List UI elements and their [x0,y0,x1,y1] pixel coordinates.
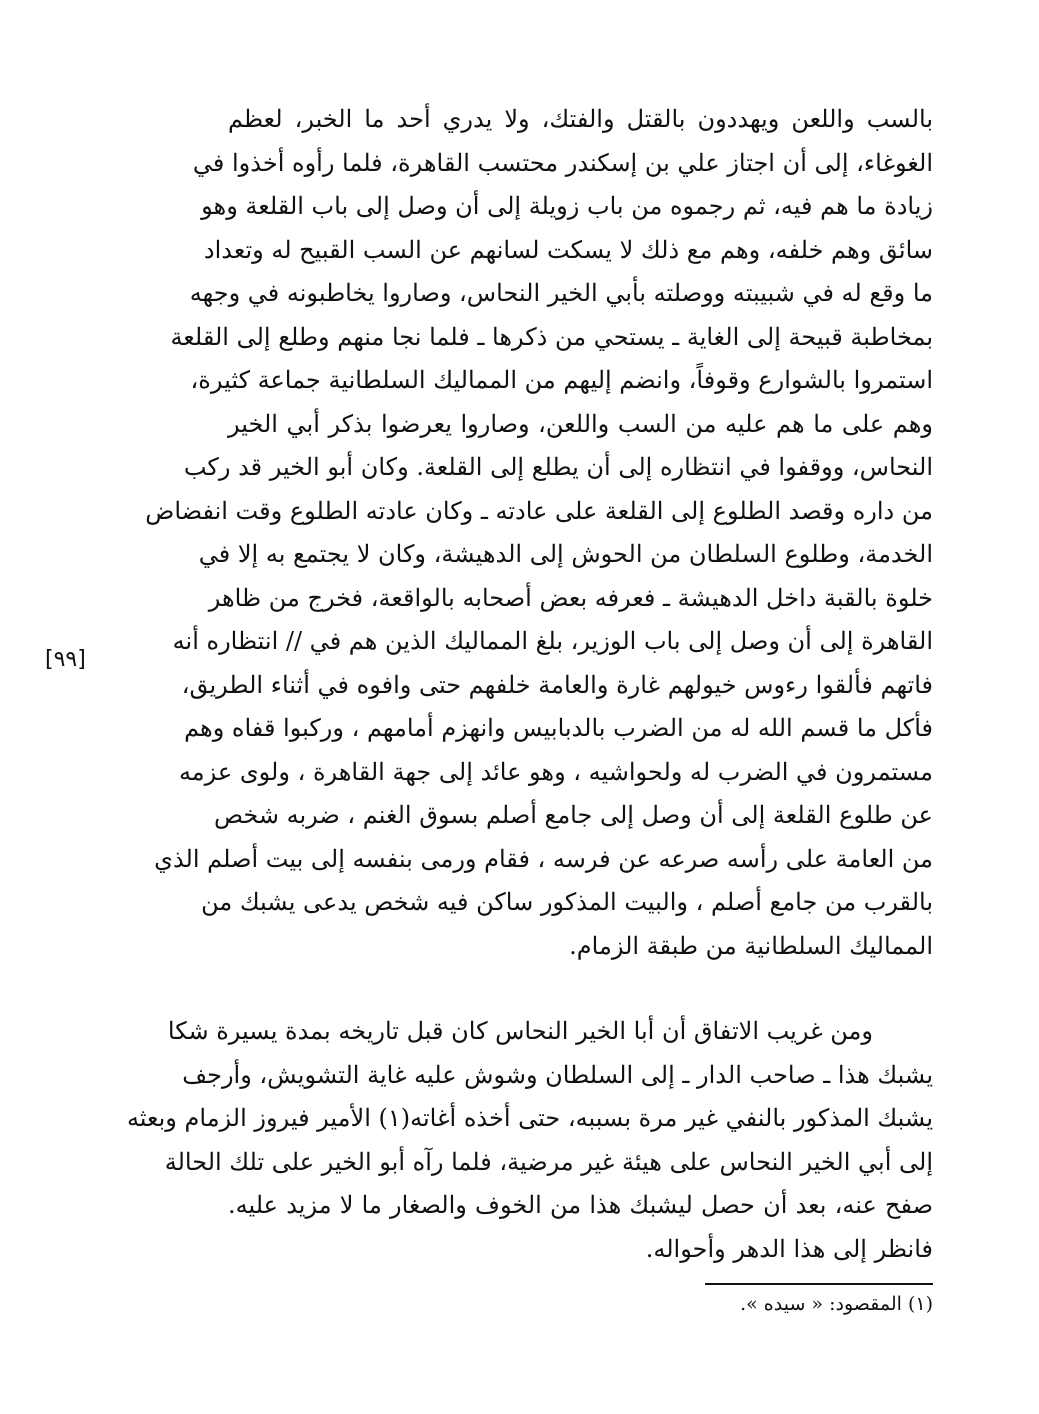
text-line: فاتهم فألقوا رءوس خيولهم غارة والعامة خلفهم حتى وافوه في أثناء الطريق، [181,670,933,699]
text-line: زيادة ما هم فيه، ثم رجموه من باب زويلة إلى أن وصل إلى باب القلعة وهو [201,192,933,220]
text-line: يشبك هذا ـ صاحب الدار ـ إلى السلطان وشوش عليه غاية التشويش، وأرجف [182,1060,933,1089]
text-line: من داره وقصد الطلوع إلى القلعة على عادته ـ وكان عادته الطلوع وقت انفضاض [145,496,933,525]
text-line: وهم على ما هم عليه من السب واللعن، وصاروا يعرضوا بذكر أبي الخير [228,409,933,438]
page-reference-marker: [٩٩] [45,647,86,672]
text-line: خلوة بالقبة داخل الدهيشة ـ فعرفه بعض أصحابه بالواقعة، فخرج من ظاهر [208,583,933,612]
text-line: النحاس، ووقفوا في انتظاره إلى أن يطلع إلى القلعة. وكان أبو الخير قد ركب [183,453,933,481]
text-line: ما وقع له في شبيبته ووصلته بأبي الخير النحاس، وصاروا يخاطبونه في وجهه [189,279,933,307]
text-line: بالقرب من جامع أصلم ، والبيت المذكور ساكن فيه شخص يدعى يشبك من [201,888,933,916]
text-line: بمخاطبة قبيحة إلى الغاية ـ يستحي من ذكرها ـ فلما نجا منهم وطلع إلى القلعة [170,322,933,351]
text-line: ومن غريب الاتفاق أن أبا الخير النحاس كان قبل تاريخه بمدة يسيرة شكا [167,1017,873,1045]
text-line: يشبك المذكور بالنفي غير مرة بسببه، حتى أخذه أغاته(١) الأمير فيروز الزمام وبعثه [126,1104,933,1132]
text-line: فانظر إلى هذا الدهر وأحواله. [645,1234,933,1263]
footnote-divider [705,1283,933,1285]
text-line: سائق وهم خلفه، وهم مع ذلك لا يسكت لسانهم عن السب القبيح له وتعداد [203,235,933,264]
text-line: القاهرة إلى أن وصل إلى باب الوزير، بلغ المماليك الذين هم في // انتظاره أنه [172,627,933,655]
paragraph-2 [126,1010,933,1271]
paragraph-1 [145,98,933,968]
text-line: المماليك السلطانية من طبقة الزمام. [569,931,933,960]
text-line: استمروا بالشوارع وقوفاً، وانضم إليهم من المماليك السلطانية جماعة كثيرة، [190,366,933,394]
text-line: الغوغاء، إلى أن اجتاز علي بن إسكندر محتسب القاهرة، فلما رأوه أخذوا في [192,148,933,177]
footnote: (١) المقصود: « سيده ». [740,1293,933,1315]
text-line: بالسب واللعن ويهددون بالقتل والفتك، ولا يدري أحد ما الخبر، لعظم [228,105,933,133]
text-line: عن طلوع القلعة إلى أن وصل إلى جامع أصلم بسوق الغنم ، ضربه شخص [214,801,933,829]
text-line: من العامة على رأسه صرعه عن فرسه ، فقام ورمى بنفسه إلى بيت أصلم الذي [154,844,933,873]
text-line: صفح عنه، بعد أن حصل ليشبك هذا من الخوف والصغار ما لا مزيد عليه. [228,1191,933,1219]
text-line: الخدمة، وطلوع السلطان من الحوش إلى الدهيشة، وكان لا يجتمع به إلا في [198,540,933,568]
text-line: فأكل ما قسم الله له من الضرب بالدبابيس وانهزم أمامهم ، وركبوا قفاه وهم [184,714,933,742]
text-line: مستمرون في الضرب له ولحواشيه ، وهو عائد إلى جهة القاهرة ، ولوى عزمه [178,757,933,786]
text-line: إلى أبي الخير النحاس على هيئة غير مرضية، فلما رآه أبو الخير على تلك الحالة [164,1147,933,1176]
